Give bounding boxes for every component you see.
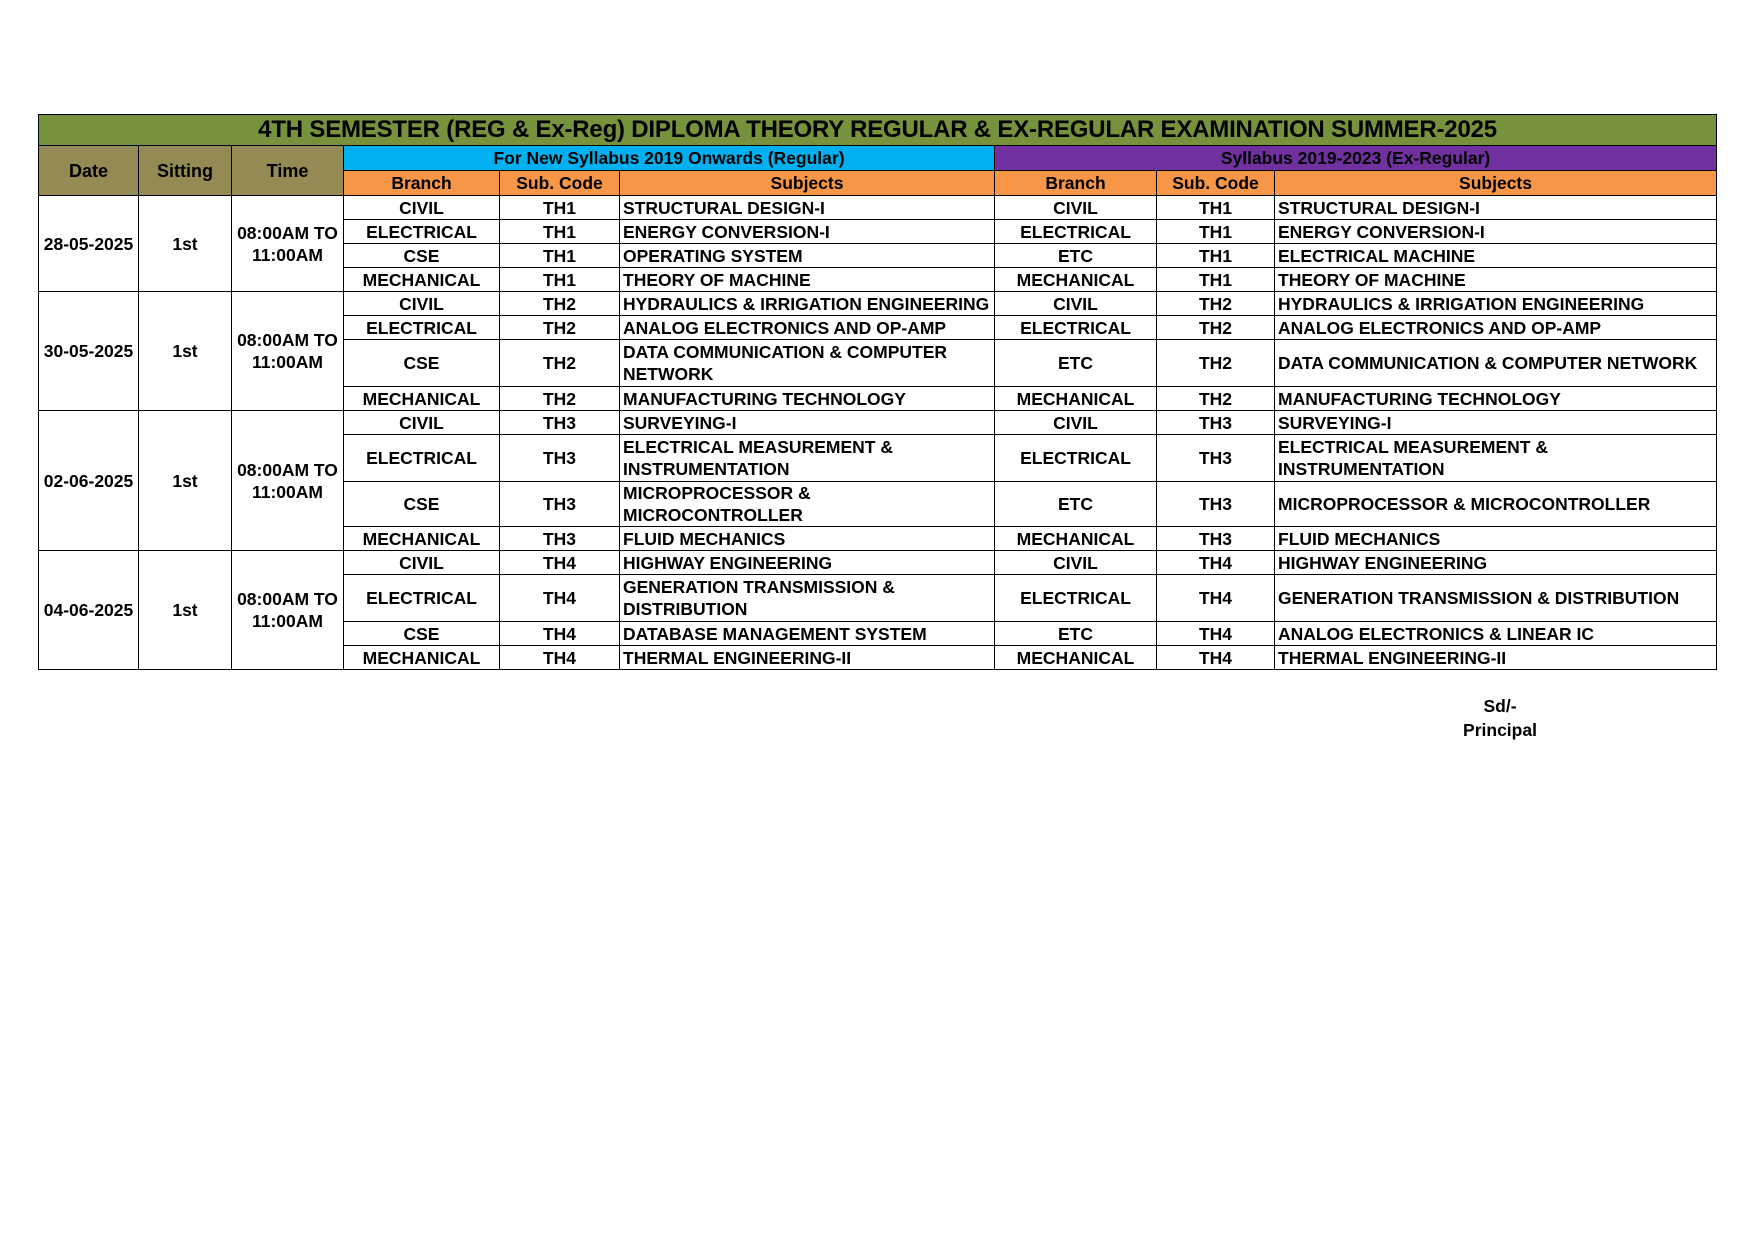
regular-subject: GENERATION TRANSMISSION & DISTRIBUTION [620, 575, 995, 622]
exregular-branch: ETC [995, 622, 1157, 646]
date-header: Date [39, 146, 139, 196]
exregular-subject: HYDRAULICS & IRRIGATION ENGINEERING [1275, 292, 1717, 316]
exregular-branch: ETC [995, 482, 1157, 527]
regular-branch: MECHANICAL [344, 387, 500, 411]
regular-subcode: TH1 [500, 196, 620, 220]
exregular-branch: CIVIL [995, 292, 1157, 316]
exregular-subject: HIGHWAY ENGINEERING [1275, 551, 1717, 575]
exregular-subcode: TH1 [1157, 244, 1275, 268]
signature-block [1440, 694, 1560, 742]
exregular-branch: ELECTRICAL [995, 575, 1157, 622]
regular-subject: THERMAL ENGINEERING-II [620, 646, 995, 670]
regular-subject: ANALOG ELECTRONICS AND OP-AMP [620, 316, 995, 340]
regular-subject: FLUID MECHANICS [620, 527, 995, 551]
signature-sd: Sd/- [1483, 696, 1517, 716]
regular-branch: CIVIL [344, 292, 500, 316]
exregular-subject: THEORY OF MACHINE [1275, 268, 1717, 292]
sitting-header: Sitting [139, 146, 232, 196]
exregular-subject: THERMAL ENGINEERING-II [1275, 646, 1717, 670]
exam-time: 08:00AM TO 11:00AM [232, 551, 344, 670]
exam-time: 08:00AM TO 11:00AM [232, 196, 344, 292]
exregular-branch: CIVIL [995, 411, 1157, 435]
exregular-subject: GENERATION TRANSMISSION & DISTRIBUTION [1275, 575, 1717, 622]
exam-time: 08:00AM TO 11:00AM [232, 411, 344, 551]
exregular-subcode: TH1 [1157, 196, 1275, 220]
exregular-subject: ANALOG ELECTRONICS & LINEAR IC [1275, 622, 1717, 646]
exregular-subcode: TH3 [1157, 411, 1275, 435]
exam-date: 30-05-2025 [39, 292, 139, 411]
regular-group-header: For New Syllabus 2019 Onwards (Regular) [344, 146, 995, 171]
exregular-subject: MANUFACTURING TECHNOLOGY [1275, 387, 1717, 411]
exregular-branch: ELECTRICAL [995, 316, 1157, 340]
table-row [39, 411, 1717, 435]
exregular-subcode: TH4 [1157, 575, 1275, 622]
regular-subject: STRUCTURAL DESIGN-I [620, 196, 995, 220]
regular-branch: CSE [344, 622, 500, 646]
regular-branch: ELECTRICAL [344, 316, 500, 340]
regular-subcode-header: Sub. Code [500, 171, 620, 196]
regular-branch: CSE [344, 244, 500, 268]
exregular-subject: ENERGY CONVERSION-I [1275, 220, 1717, 244]
regular-subject: DATABASE MANAGEMENT SYSTEM [620, 622, 995, 646]
regular-subcode: TH4 [500, 622, 620, 646]
exam-timetable [38, 114, 1716, 670]
regular-branch: CIVIL [344, 196, 500, 220]
exregular-subcode: TH3 [1157, 527, 1275, 551]
table-row [39, 292, 1717, 316]
exregular-subcode: TH4 [1157, 551, 1275, 575]
exregular-subcode: TH3 [1157, 482, 1275, 527]
exregular-branch: MECHANICAL [995, 387, 1157, 411]
regular-subject: ELECTRICAL MEASUREMENT & INSTRUMENTATION [620, 435, 995, 482]
regular-branch: ELECTRICAL [344, 435, 500, 482]
regular-subcode: TH3 [500, 411, 620, 435]
exam-sitting: 1st [139, 411, 232, 551]
regular-subcode: TH4 [500, 575, 620, 622]
exregular-subcode: TH2 [1157, 316, 1275, 340]
exregular-group-header: Syllabus 2019-2023 (Ex-Regular) [995, 146, 1717, 171]
exregular-subject: ANALOG ELECTRONICS AND OP-AMP [1275, 316, 1717, 340]
regular-subcode: TH2 [500, 387, 620, 411]
regular-branch: ELECTRICAL [344, 575, 500, 622]
regular-subcode: TH2 [500, 292, 620, 316]
table-row [39, 196, 1717, 220]
exam-sitting: 1st [139, 551, 232, 670]
exregular-subject: STRUCTURAL DESIGN-I [1275, 196, 1717, 220]
regular-subcode: TH1 [500, 244, 620, 268]
exregular-subcode: TH4 [1157, 646, 1275, 670]
regular-subject: MICROPROCESSOR & MICROCONTROLLER [620, 482, 995, 527]
regular-subcode: TH4 [500, 646, 620, 670]
exregular-subcode: TH2 [1157, 340, 1275, 387]
exregular-subject: DATA COMMUNICATION & COMPUTER NETWORK [1275, 340, 1717, 387]
regular-branch: ELECTRICAL [344, 220, 500, 244]
exregular-branch: ELECTRICAL [995, 220, 1157, 244]
page-title: 4TH SEMESTER (REG & Ex-Reg) DIPLOMA THEORY REGULAR & EX-REGULAR EXAMINATION SUMMER-2025 [39, 115, 1717, 146]
regular-subjects-header: Subjects [620, 171, 995, 196]
regular-subcode: TH3 [500, 435, 620, 482]
exregular-subject: ELECTRICAL MEASUREMENT & INSTRUMENTATION [1275, 435, 1717, 482]
exam-sitting: 1st [139, 292, 232, 411]
regular-subject: SURVEYING-I [620, 411, 995, 435]
exregular-subcode: TH1 [1157, 268, 1275, 292]
regular-subject: THEORY OF MACHINE [620, 268, 995, 292]
regular-subject: HIGHWAY ENGINEERING [620, 551, 995, 575]
regular-branch: CSE [344, 340, 500, 387]
table-row [39, 551, 1717, 575]
regular-subject: ENERGY CONVERSION-I [620, 220, 995, 244]
exregular-branch: ETC [995, 244, 1157, 268]
regular-subcode: TH2 [500, 340, 620, 387]
exregular-subject: SURVEYING-I [1275, 411, 1717, 435]
exregular-branch: ELECTRICAL [995, 435, 1157, 482]
regular-subcode: TH3 [500, 527, 620, 551]
regular-branch: MECHANICAL [344, 268, 500, 292]
timetable-body [39, 196, 1717, 670]
regular-branch: CIVIL [344, 551, 500, 575]
regular-subcode: TH1 [500, 220, 620, 244]
regular-branch-header: Branch [344, 171, 500, 196]
regular-subject: OPERATING SYSTEM [620, 244, 995, 268]
exam-date: 02-06-2025 [39, 411, 139, 551]
regular-subject: MANUFACTURING TECHNOLOGY [620, 387, 995, 411]
exregular-subcode: TH4 [1157, 622, 1275, 646]
exam-time: 08:00AM TO 11:00AM [232, 292, 344, 411]
exregular-subcode: TH2 [1157, 387, 1275, 411]
exregular-branch-header: Branch [995, 171, 1157, 196]
exregular-branch: MECHANICAL [995, 268, 1157, 292]
regular-branch: CSE [344, 482, 500, 527]
time-header: Time [232, 146, 344, 196]
regular-subject: DATA COMMUNICATION & COMPUTER NETWORK [620, 340, 995, 387]
signature-title: Principal [1463, 720, 1537, 740]
exregular-branch: CIVIL [995, 551, 1157, 575]
exregular-branch: MECHANICAL [995, 646, 1157, 670]
exregular-subject: ELECTRICAL MACHINE [1275, 244, 1717, 268]
exregular-subcode: TH1 [1157, 220, 1275, 244]
exregular-subjects-header: Subjects [1275, 171, 1717, 196]
exregular-subcode: TH3 [1157, 435, 1275, 482]
exregular-subject: MICROPROCESSOR & MICROCONTROLLER [1275, 482, 1717, 527]
exregular-branch: MECHANICAL [995, 527, 1157, 551]
exam-date: 28-05-2025 [39, 196, 139, 292]
regular-subcode: TH2 [500, 316, 620, 340]
timetable-table [38, 114, 1717, 670]
regular-subject: HYDRAULICS & IRRIGATION ENGINEERING [620, 292, 995, 316]
regular-branch: MECHANICAL [344, 527, 500, 551]
regular-branch: MECHANICAL [344, 646, 500, 670]
regular-branch: CIVIL [344, 411, 500, 435]
regular-subcode: TH3 [500, 482, 620, 527]
regular-subcode: TH1 [500, 268, 620, 292]
exregular-subcode-header: Sub. Code [1157, 171, 1275, 196]
exam-sitting: 1st [139, 196, 232, 292]
exregular-branch: ETC [995, 340, 1157, 387]
exregular-subject: FLUID MECHANICS [1275, 527, 1717, 551]
exam-date: 04-06-2025 [39, 551, 139, 670]
regular-subcode: TH4 [500, 551, 620, 575]
exregular-branch: CIVIL [995, 196, 1157, 220]
exregular-subcode: TH2 [1157, 292, 1275, 316]
